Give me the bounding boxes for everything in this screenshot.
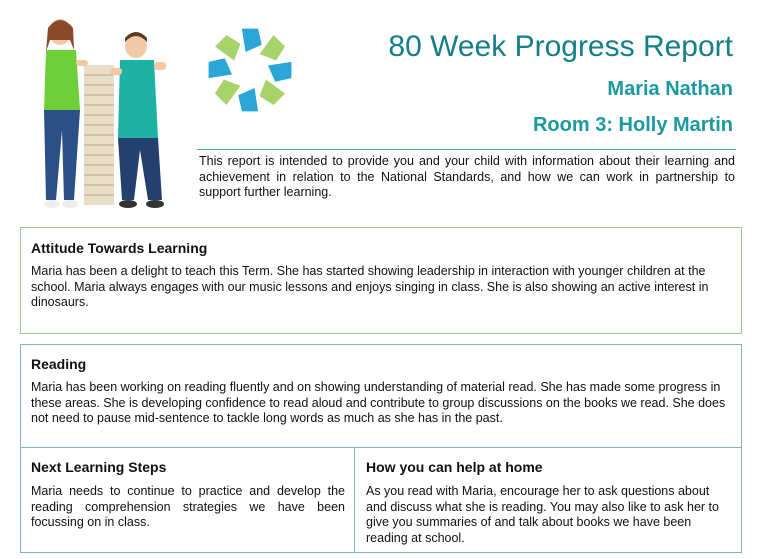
help-at-home-heading: How you can help at home	[366, 459, 543, 475]
attitude-section	[20, 227, 742, 334]
attitude-heading: Attitude Towards Learning	[31, 240, 208, 256]
reading-content	[31, 356, 731, 427]
next-steps-body: Maria needs to continue to practice and develop the reading comprehension strategies we have been focussing on in class.	[31, 484, 345, 529]
attitude-body: Maria has been a delight to teach this Term. She has started showing leadership in interaction with younger children at the school. Maria always engages with our music lessons and enjoys singing in class. She is also showing an active interest in dinosaurs.	[31, 264, 709, 309]
intro-text: This report is intended to provide you and your child with information about their learning and achievement in relation to the National Standards, and how we can work in partnership to support further learning.	[199, 154, 735, 199]
room-teacher: Room 3: Holly Martin	[532, 114, 733, 136]
help-at-home-body: As you read with Maria, encourage her to ask questions about and discuss what she is reading. You may also like to ask her to give you summaries of and talk about books we have been reading at school.	[366, 484, 719, 545]
help-at-home-section	[366, 459, 732, 546]
pinwheel-logo-icon	[205, 25, 295, 115]
student-name: Maria Nathan	[607, 78, 733, 100]
report-title: 80 Week Progress Report	[388, 30, 733, 63]
next-steps-section	[31, 459, 345, 531]
boy-figure	[110, 32, 166, 208]
reading-section	[20, 344, 742, 553]
column-divider	[354, 447, 355, 552]
header-divider	[197, 149, 736, 150]
children-with-books-photo	[30, 10, 180, 215]
reading-heading: Reading	[31, 356, 87, 372]
reading-divider	[21, 447, 741, 448]
girl-figure	[44, 19, 88, 208]
reading-body: Maria has been working on reading fluently and on showing understanding of material read. She has made some progress in these areas. She is developing confidence to read aloud and contribute to group discussions on the books we read. She does not need to pause mid-sentence to tackle long words as much as she has in the past.	[31, 380, 726, 425]
book-stack	[84, 65, 114, 205]
next-steps-heading: Next Learning Steps	[31, 459, 167, 475]
